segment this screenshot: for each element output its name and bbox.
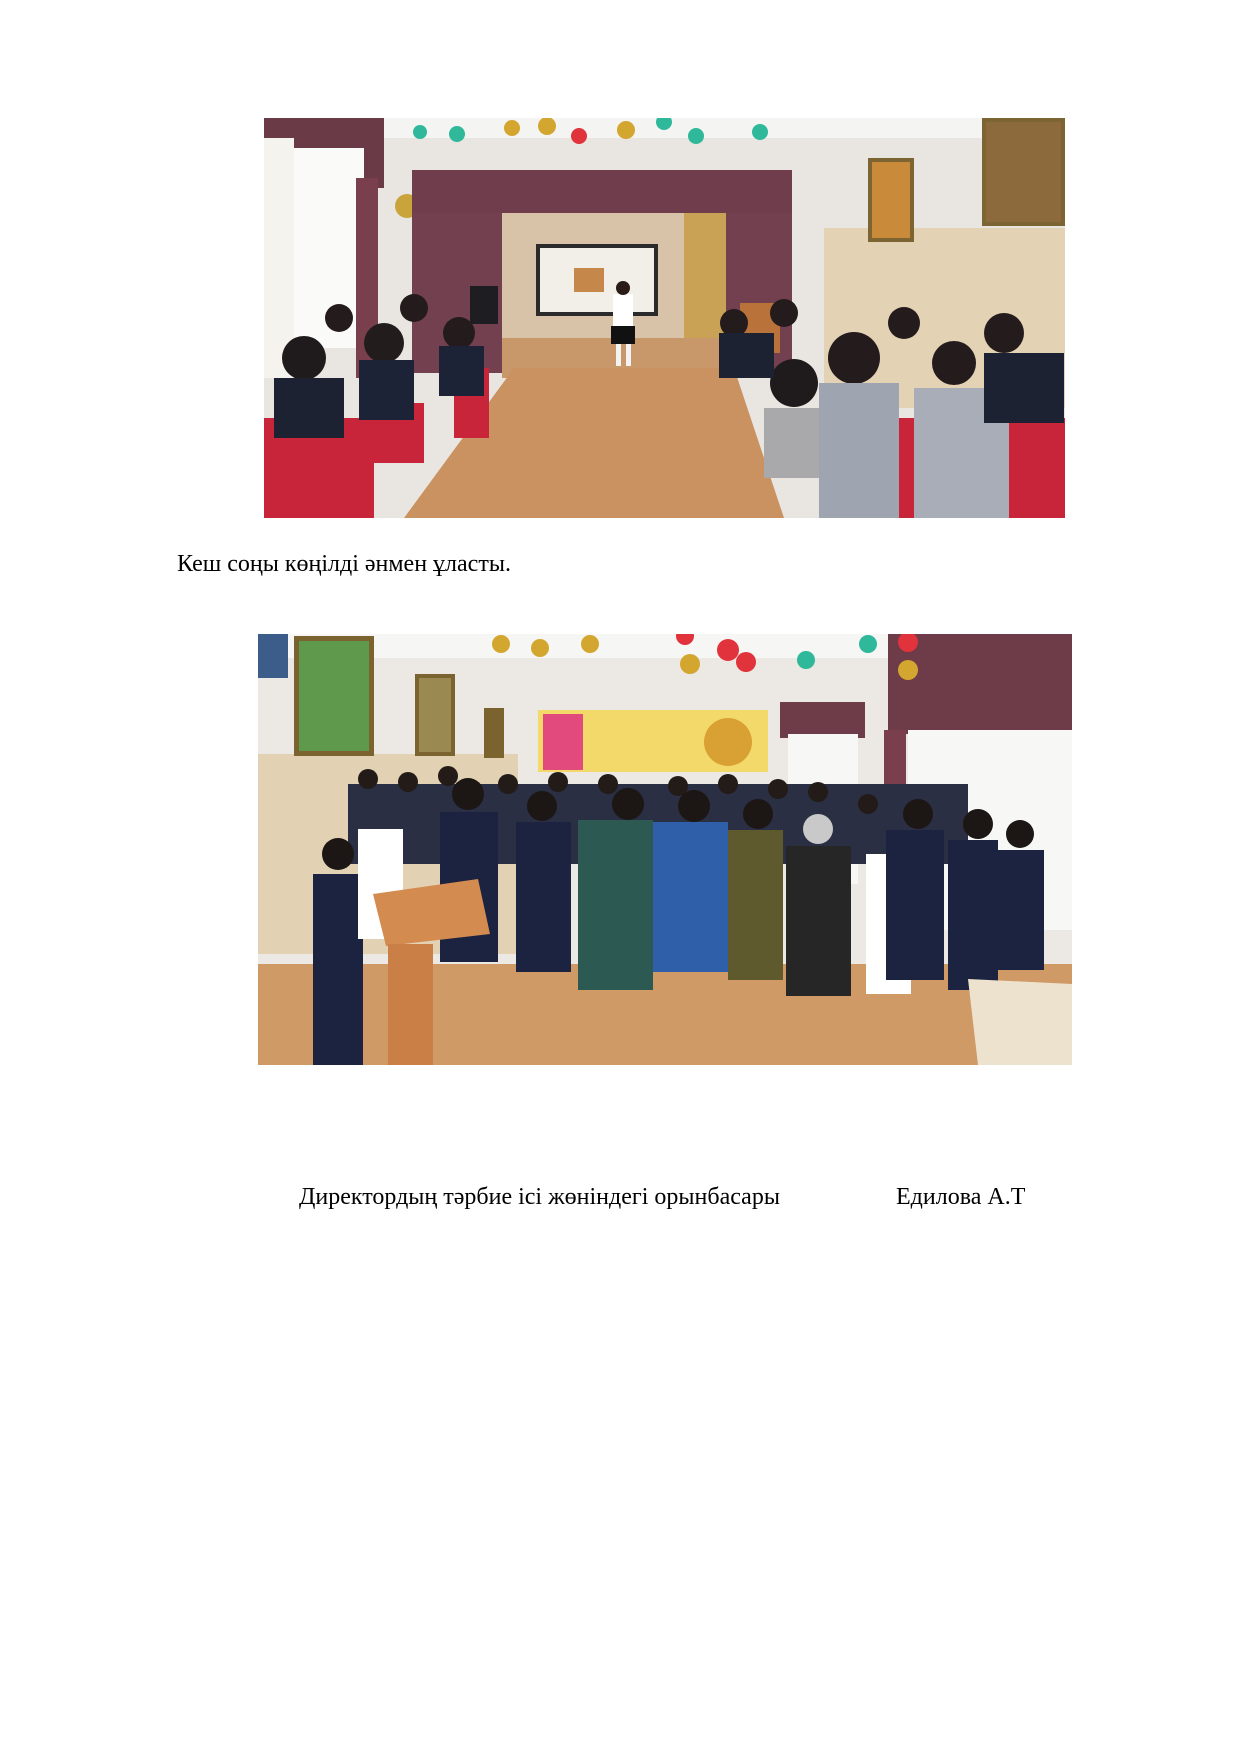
photo-performance-illustration xyxy=(264,118,1065,518)
event-photo-group xyxy=(258,634,1072,1065)
event-photo-performance xyxy=(264,118,1065,518)
signature-name: Едилова А.Т xyxy=(896,1184,1026,1210)
signature-position: Директордың тәрбие ісі жөніндегі орынбасары xyxy=(299,1184,780,1210)
photo-group-illustration xyxy=(258,634,1072,1065)
caption-text: Кеш соңы көңілді әнмен ұласты. xyxy=(177,551,511,577)
